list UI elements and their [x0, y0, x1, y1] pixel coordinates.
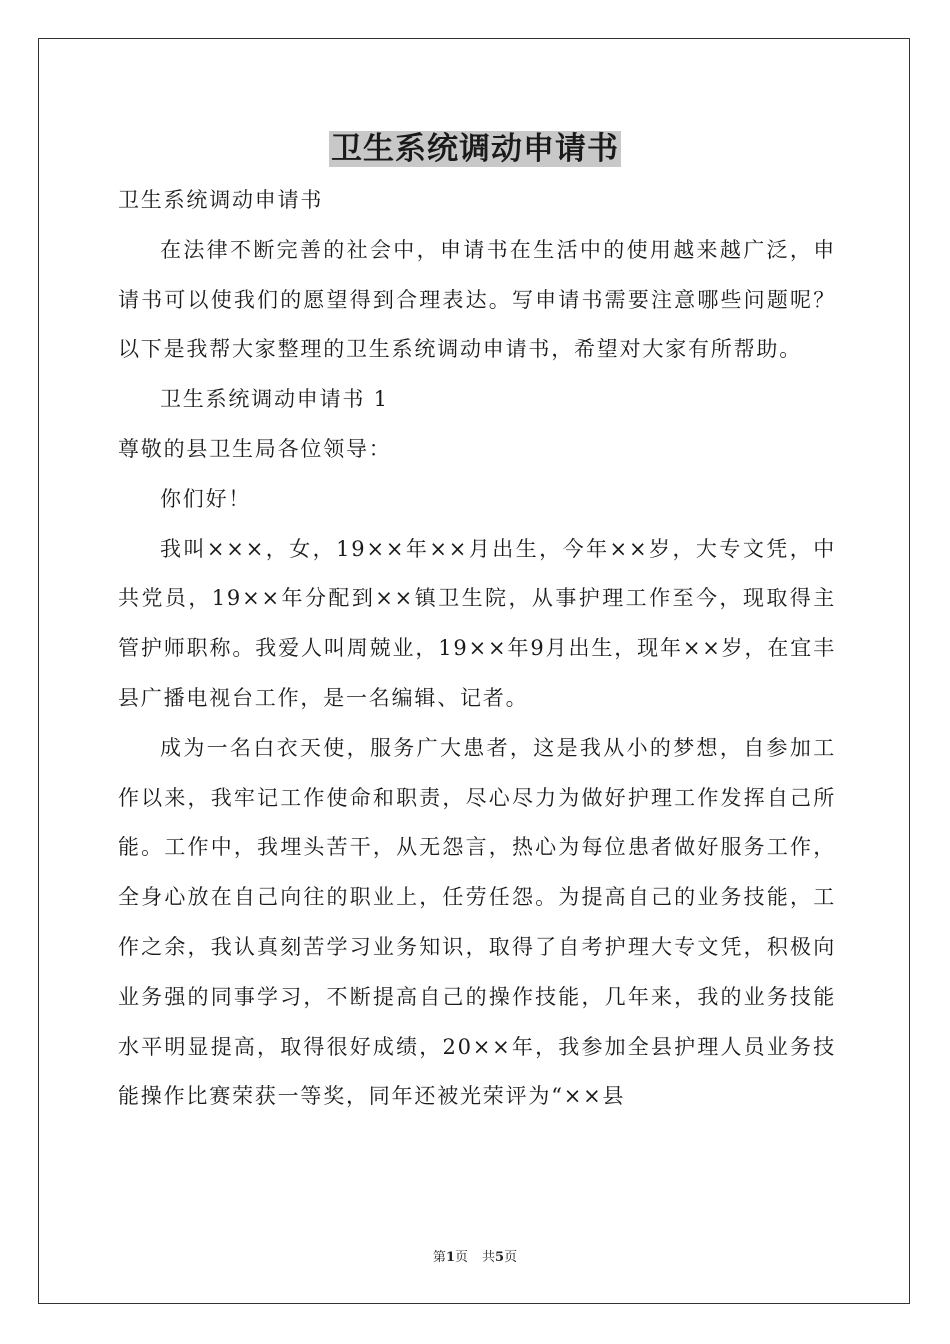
paragraph-work-history: 成为一名白衣天使，服务广大患者，这是我从小的梦想，自参加工作以来，我牢记工作使命和职责，尽心尽力为做好护理工作发挥自己所能。工作中，我埋头苦干，从无怨言，热心为每位患者做好服务工作，全身心放在自己向往的职业上，任劳任怨。为提高自己的业务技能，工作之余，我认真刻苦学习业务知识，取得了自考护理大专文凭，积极向业务强的同事学习，不断提高自己的操作技能，几年来，我的业务技能水平明显提高，取得很好成绩，20××年，我参加全县护理人员业务技能操作比赛荣获一等奖，同年还被光荣评为“××县: [118, 735, 836, 1109]
page-label-prefix: 第: [432, 1250, 446, 1265]
document-body: [118, 176, 836, 1122]
total-page-number: 5: [495, 1250, 505, 1265]
paragraph-intro: 在法律不断完善的社会中，申请书在生活中的使用越来越广泛，申请书可以使我们的愿望得到合理表达。写申请书需要注意哪些问题呢？以下是我帮大家整理的卫生系统调动申请书，希望对大家有所帮助。: [118, 237, 836, 362]
document-title-text: 卫生系统调动申请书: [331, 131, 619, 167]
paragraph-greeting: 你们好！: [160, 486, 252, 511]
paragraph-subtitle: 卫生系统调动申请书: [118, 188, 324, 212]
page-footer: [0, 1246, 950, 1265]
paragraph-section-heading: 卫生系统调动申请书 1: [160, 387, 389, 412]
current-page-number: 1: [445, 1250, 455, 1265]
total-label-prefix: 共: [482, 1250, 496, 1265]
page-label-suffix: 页: [454, 1250, 468, 1265]
paragraph-salutation: 尊敬的县卫生局各位领导：: [118, 436, 392, 461]
total-label-suffix: 页: [504, 1250, 518, 1265]
document-title: [0, 126, 950, 172]
paragraph-personal-info: 我叫×××，女，19××年××月出生，今年××岁，大专文凭，中共党员，19××年分配到××镇卫生院，从事护理工作至今，现取得主管护师职称。我爱人叫周兢业，19××年9月出生，现年××岁，在宜丰县广播电视台工作，是一名编辑、记者。: [118, 536, 836, 710]
